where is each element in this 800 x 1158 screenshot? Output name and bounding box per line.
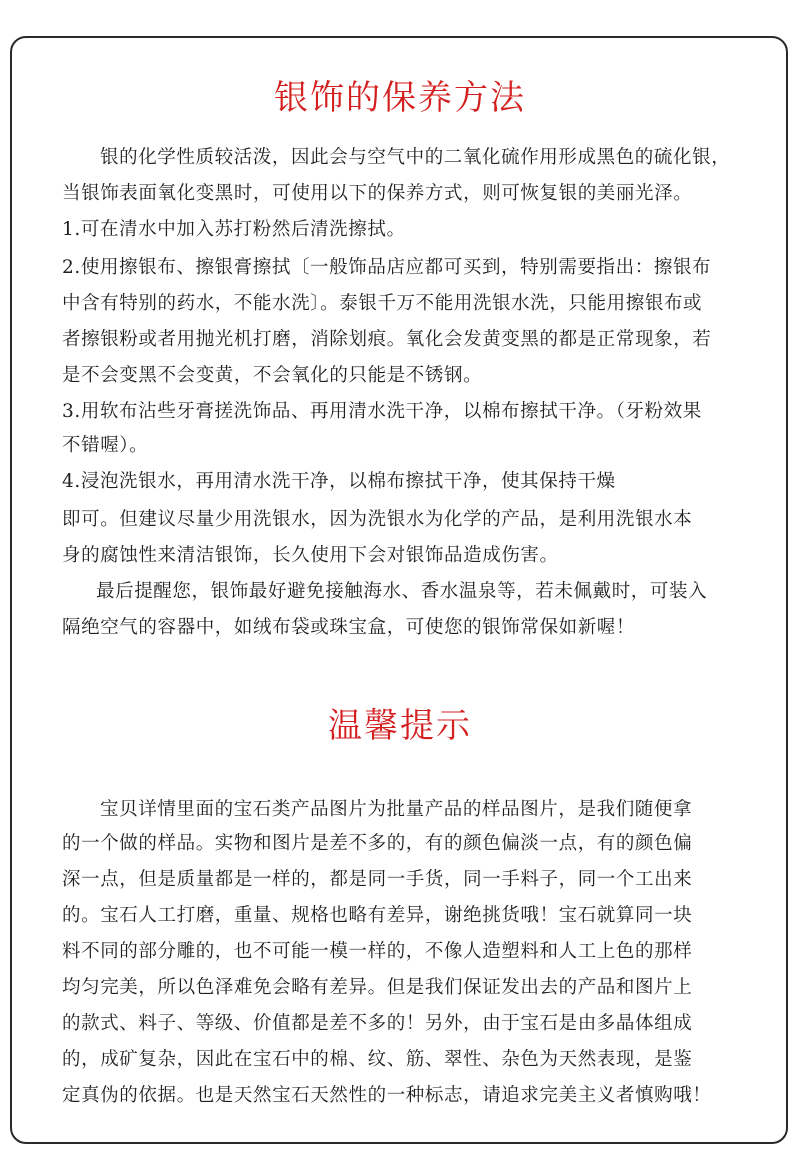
warm-tips-line-5: 料不同的部分雕的，也不可能一模一样的，不像人造塑料和人工上色的那样 [62,941,693,962]
warm-tips-line-7: 的款式、料子、等级、价值都是差不多的！另外，由于宝石是由多晶体组成 [62,1013,693,1034]
warm-tips-line-6: 均匀完美，所以色泽难免会略有差异。但是我们保证发出去的产品和图片上 [62,977,693,998]
silver-care-line-1: 银的化学性质较活泼，因此会与空气中的二氧化硫作用形成黑色的硫化银， [100,147,731,168]
warm-tips-line-9: 定真伪的依据。也是天然宝石天然性的一种标志，请追求完美主义者慎购哦！ [62,1085,712,1106]
silver-care-line-6: 者擦银粉或者用抛光机打磨，消除划痕。氧化会发黄变黑的都是正常现象，若 [62,329,712,350]
warm-tips-line-2: 的一个做的样品。实物和图片是差不多的，有的颜色偏淡一点，有的颜色偏 [62,833,693,854]
silver-care-line-11: 即可。但建议尽量少用洗银水，因为洗银水为化学的产品，是利用洗银水本 [62,509,693,530]
section-title-warm-tips: 温馨提示 [328,706,472,746]
silver-care-line-7: 是不会变黑不会变黄，不会氧化的只能是不锈钢。 [62,365,483,386]
silver-care-line-2: 当银饰表面氧化变黑时，可使用以下的保养方式，则可恢复银的美丽光泽。 [62,183,693,204]
silver-care-line-4: 2.使用擦银布、擦银膏擦拭〔一般饰品店应都可买到，特别需要指出：擦银布 [62,257,712,278]
warm-tips-line-4: 的。宝石人工打磨，重量、规格也略有差异，谢绝挑货哦！宝石就算同一块 [62,905,693,926]
section-title-silver-care: 银饰的保养方法 [274,78,526,118]
warm-tips-line-3: 深一点，但是质量都是一样的，都是同一手货，同一手料子，同一个工出来 [62,869,693,890]
silver-care-line-10: 4.浸泡洗银水，再用清水洗干净，以棉布擦拭干净，使其保持干燥 [62,471,616,492]
silver-care-line-14: 隔绝空气的容器中，如绒布袋或珠宝盒，可使您的银饰常保如新喔！ [62,617,636,638]
warm-tips-line-8: 的，成矿复杂，因此在宝石中的棉、纹、筋、翠性、杂色为天然表现，是鉴 [62,1049,693,1070]
silver-care-line-8: 3.用软布沾些牙膏搓洗饰品、再用清水洗干净，以棉布擦拭干净。（牙粉效果 [62,401,702,422]
silver-care-line-12: 身的腐蚀性来清洁银饰，长久使用下会对银饰品造成伤害。 [62,545,559,566]
warm-tips-line-1: 宝贝详情里面的宝石类产品图片为批量产品的样品图片，是我们随便拿 [100,799,693,820]
silver-care-line-3: 1.可在清水中加入苏打粉然后清洗擦拭。 [62,219,406,240]
silver-care-line-5: 中含有特别的药水，不能水洗〕。泰银千万不能用洗银水洗，只能用擦银布或 [62,293,703,314]
silver-care-line-13: 最后提醒您，银饰最好避免接触海水、香水温泉等，若未佩戴时，可装入 [96,581,708,602]
silver-care-line-9: 不错喔）。 [62,435,149,456]
